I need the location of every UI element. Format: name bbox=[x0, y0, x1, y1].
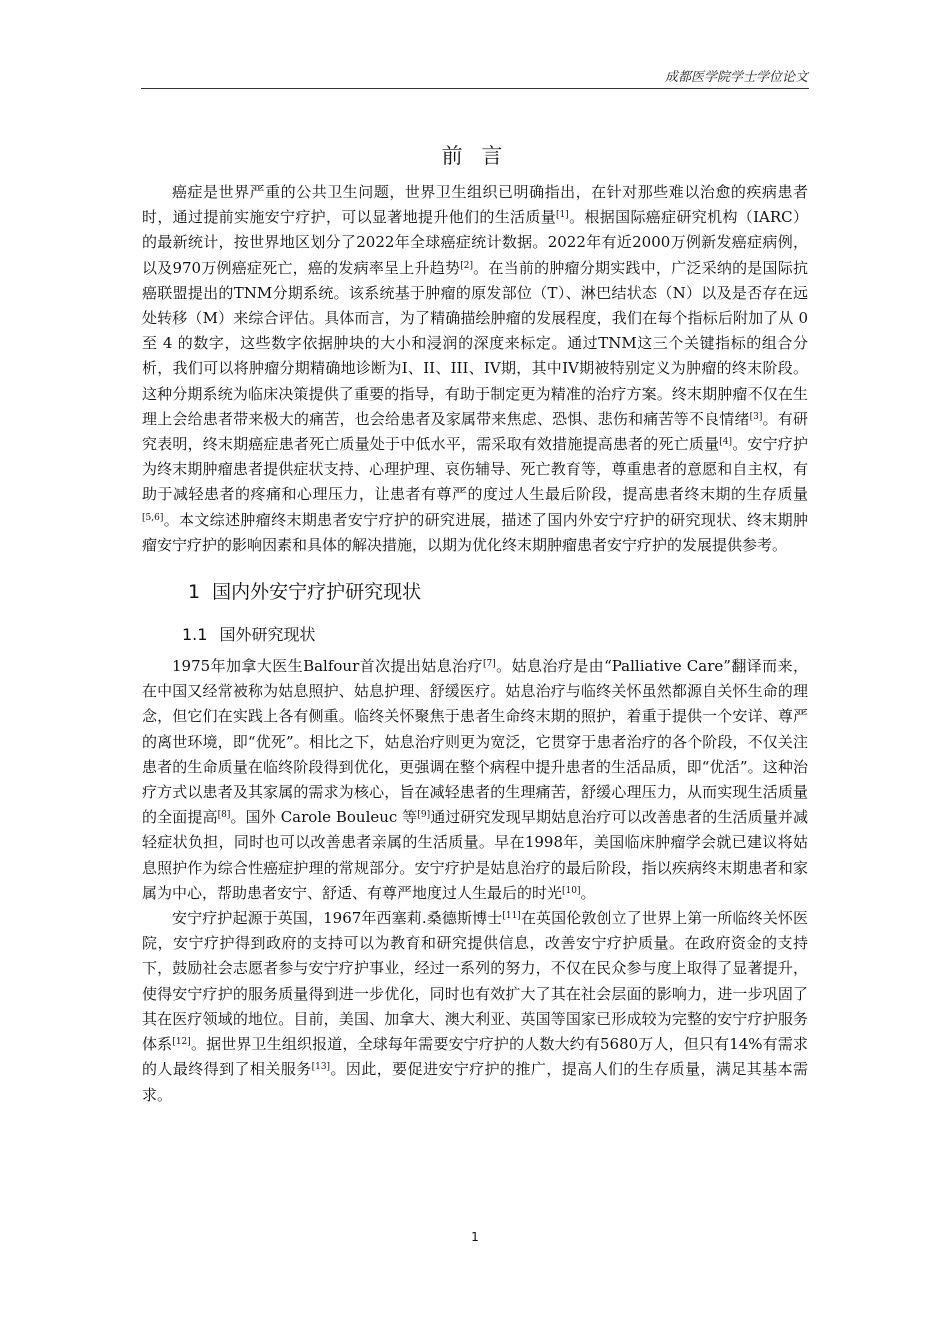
citation-ref: [7] bbox=[483, 659, 496, 670]
citation-ref: [4] bbox=[719, 437, 733, 448]
citation-ref: [5,6] bbox=[142, 512, 164, 523]
text-run: 。因此，要促进安宁疗护的推广，提高人们的生存质量，满足其基本需求。 bbox=[142, 1060, 808, 1104]
preface-paragraph bbox=[142, 180, 808, 558]
preface-title: 前 言 bbox=[441, 144, 509, 168]
text-run: 。本文综述肿瘤终末期患者安宁疗护的研究进展，描述了国内外安宁疗护的研究现状、终末期肿瘤安宁疗护的影响因素和具体的解决措施，以期为优化终末期肿瘤患者安宁疗护的发展提供参考。 bbox=[142, 510, 808, 554]
text-run: 。在当前的肿瘤分期实践中，广泛采纳的是国际抗癌联盟提出的TNM分期系统。该系统基于肿瘤的原发部位（T）、淋巴结状态（N）以及是否存在远处转移（M）来综合评估。具体而言，为了精确描绘肿瘤的发展程度，我们在每个指标后附加了从 0 至 4 的数字，这些数字依据肿块的大小和浸润的深度来标定。通过TNM这三个关键指标的组合分析，我们可以将肿瘤分期精确地诊断为I、II、III、IV期，其中IV期被特别定义为肿瘤的终末阶段。这种分期系统为临床决策提供了重要的指导，有助于制定更为精准的治疗方案。终末期肿瘤不仅在生理上会给患者带来极大的痛苦，也会给患者及家属带来焦虑、恐惧、悲伤和痛苦等不良情绪 bbox=[142, 258, 808, 428]
citation-ref: [11] bbox=[502, 911, 521, 922]
citation-ref: [8] bbox=[217, 810, 231, 821]
text-run: 安宁疗护起源于英国，1967年西塞莉.桑德斯博士 bbox=[172, 909, 503, 928]
text-run: 。 bbox=[580, 883, 596, 902]
section-heading bbox=[188, 574, 808, 610]
text-run: 。国外 Carole Bouleuc 等 bbox=[230, 808, 418, 827]
page-content bbox=[142, 140, 808, 1108]
text-run: 通过研究发现早期姑息治疗可以改善患者的生活质量并减轻症状负担，同时也可以改善患者亲属的生活质量。早在1998年，美国临床肿瘤学会就已建议将姑息照护作为综合性癌症护理的常规部分。安宁疗护是姑息治疗的最后阶段，指以疾病终末期患者和家属为中心，帮助患者安宁、舒适、有尊严地度过人生最后的时光 bbox=[142, 808, 808, 902]
citation-ref: [2] bbox=[460, 260, 473, 271]
text-run: 癌症是世界严重的公共卫生问题，世界卫生组织已明确指出，在针对那些难以治愈的疾病患者时，通过提前实施安宁疗护，可以显著地提升他们的生活质量 bbox=[142, 183, 808, 227]
body-paragraph-1 bbox=[142, 654, 808, 906]
body-paragraph-2 bbox=[142, 906, 808, 1108]
citation-ref: [12] bbox=[172, 1037, 191, 1048]
subsection-title: 国外研究现状 bbox=[219, 625, 316, 645]
text-run: 。据世界卫生组织报道，全球每年需要安宁疗护的人数大约有5680万人，但只有14%有需求的人最终得到了相关服务 bbox=[142, 1035, 808, 1079]
text-run: 在英国伦敦创立了世界上第一所临终关怀医院，安宁疗护得到政府的支持可以为教育和研究提供信息，改善安宁疗护质量。在政府资金的支持下，鼓励社会志愿者参与安宁疗护事业，经过一系列的努力，不仅在民众参与度上取得了显著提升，使得安宁疗护的服务质量得到进一步优化，同时也有效扩大了其在社会层面的影响力，进一步巩固了其在医疗领域的地位。目前，美国、加拿大、澳大利亚、英国等国家已形成较为完整的安宁疗护服务体系 bbox=[142, 909, 808, 1054]
text-run: 。有研究表明，终末期癌症患者死亡质量处于中低水平，需采取有效措施提高患者的死亡质量 bbox=[142, 409, 808, 454]
section-title: 国内外安宁疗护研究现状 bbox=[212, 581, 422, 604]
header-rule bbox=[141, 88, 809, 89]
citation-ref: [13] bbox=[311, 1062, 331, 1073]
subsection-heading bbox=[182, 620, 808, 650]
citation-ref: [9] bbox=[417, 810, 431, 821]
text-run: 。姑息治疗是由“Palliative Care”翻译而来，在中国又经常被称为姑息照护、姑息护理、舒缓医疗。姑息治疗与临终关怀虽然都源自关怀生命的理念，但它们在实践上各有侧重。临终关怀聚焦于患者生命终末期的照护，着重于提供一个安详、尊严的离世环境，即“优死”。相比之下，姑息治疗则更为宽泛，它贯穿于患者治疗的各个阶段，不仅关注患者的生命质量在临终阶段得到优化，更强调在整个病程中提升患者的生活品质，即“优活”。这种治疗方式以患者及其家属的需求为核心，旨在减轻患者的生理痛苦，舒缓心理压力，从而实现生活质量的全面提高 bbox=[142, 657, 809, 827]
text-run: 。根据国际癌症研究机构（IARC）的最新统计，按世界地区划分了2022年全球癌症统计数据。2022年有近2000万例新发癌症病例，以及970万例癌症死亡，癌的发病率呈上升趋势 bbox=[142, 208, 808, 277]
citation-ref: [3] bbox=[749, 411, 763, 422]
text-run: 1975年加拿大医生Balfour首次提出姑息治疗 bbox=[172, 657, 483, 676]
page-number: 1 bbox=[471, 1230, 479, 1244]
subsection-number: 1.1 bbox=[182, 625, 208, 645]
citation-ref: [1] bbox=[556, 210, 569, 221]
citation-ref: [10] bbox=[562, 885, 581, 896]
text-run: 。安宁疗护为终末期肿瘤患者提供症状支持、心理护理、哀伤辅导、死亡教育等，尊重患者的意愿和自主权，有助于减轻患者的疼痛和心理压力，让患者有尊严的度过人生最后阶段，提高患者终末期的生存质量 bbox=[142, 435, 808, 504]
section-number: 1 bbox=[188, 581, 201, 604]
running-header: 成都医学院学士学位论文 bbox=[664, 70, 808, 85]
